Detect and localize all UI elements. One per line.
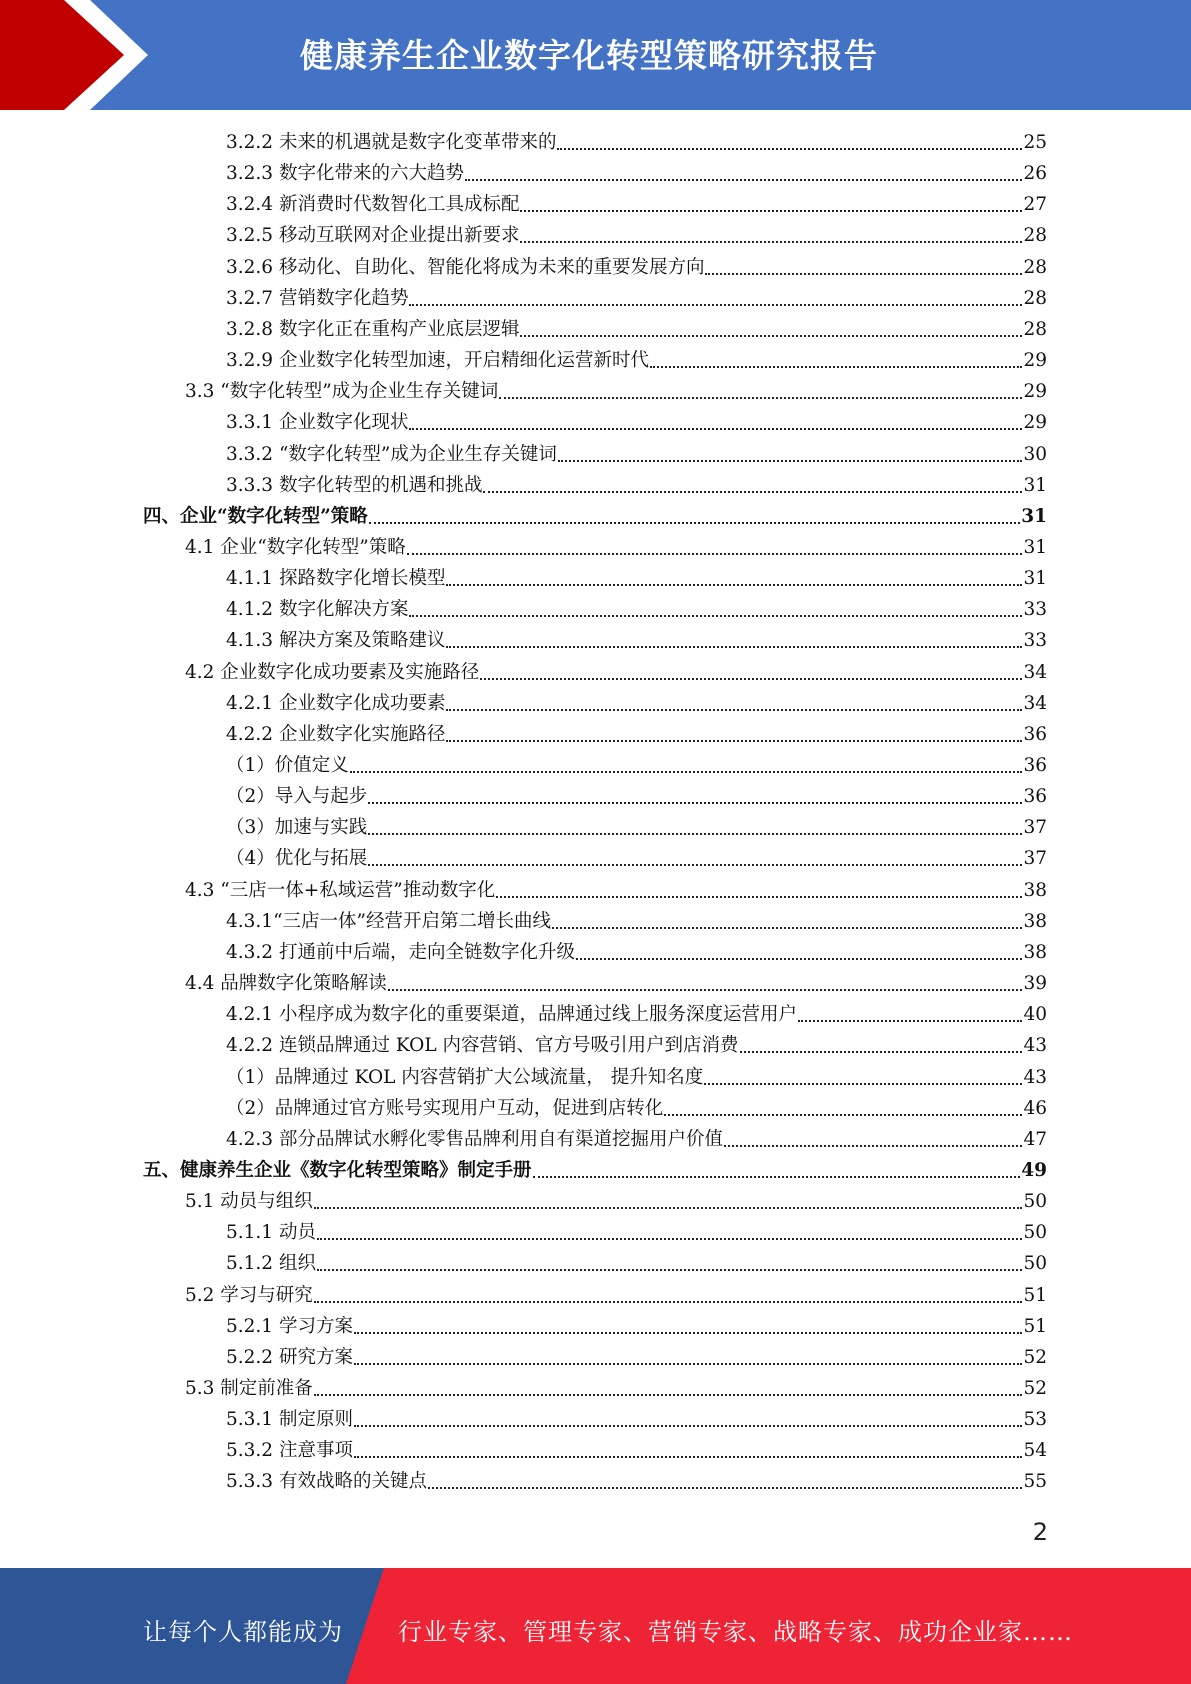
toc-entry[interactable] [143,1155,1047,1186]
toc-entry[interactable] [226,1030,1047,1061]
toc-entry[interactable] [226,189,1047,220]
toc-entry-page: 43 [1023,1035,1047,1057]
toc-dot-leader [446,584,1022,586]
report-title: 健康养生企业数字化转型策略研究报告 [300,36,878,75]
footer-slogan-right: 行业专家、管理专家、营销专家、战略专家、成功企业家…… [398,1618,1073,1646]
toc-entry-page: 33 [1023,630,1047,652]
toc-entry[interactable] [226,781,1047,812]
toc-entry-page: 52 [1023,1378,1047,1399]
toc-dot-leader [520,335,1022,337]
toc-entry[interactable] [185,1373,1047,1404]
toc-entry-title: 3.2.5 移动互联网对企业提出新要求 [226,225,520,247]
toc-entry[interactable] [226,1248,1047,1279]
toc-entry-page: 29 [1023,350,1047,372]
toc-dot-leader [354,1456,1023,1458]
toc-dot-leader [350,771,1023,773]
toc-entry[interactable] [226,999,1047,1030]
toc-entry[interactable] [185,376,1047,407]
toc-dot-leader [704,1083,1022,1085]
toc-dot-leader [388,989,1023,991]
toc-entry-title: 5.1.2 组织 [226,1253,316,1275]
toc-dot-leader [705,273,1022,275]
toc-dot-leader [740,1051,1023,1053]
toc-entry[interactable] [185,1280,1047,1311]
toc-entry[interactable] [226,1124,1047,1155]
toc-entry[interactable] [185,875,1047,906]
toc-entry-title: 4.2.1 企业数字化成功要素 [226,692,446,714]
toc-entry[interactable] [226,625,1047,656]
toc-entry[interactable] [226,1062,1047,1093]
toc-entry-title: 4.1.2 数字化解决方案 [226,599,409,621]
toc-entry-title: 3.2.6 移动化、自助化、智能化将成为未来的重要发展方向 [226,256,705,278]
toc-entry-title: 4.2.1 小程序成为数字化的重要渠道，品牌通过线上服务深度运营用户 [226,1004,797,1026]
toc-entry-title: 3.2.4 新消费时代数智化工具成标配 [226,194,520,216]
toc-dot-leader [317,1269,1023,1271]
toc-dot-leader [557,148,1022,150]
toc-entry[interactable] [226,750,1047,781]
toc-entry[interactable] [226,843,1047,874]
toc-entry-title: 4.1 企业“数字化转型”策略 [185,536,406,558]
toc-entry-page: 51 [1023,1315,1047,1337]
toc-entry[interactable] [226,1311,1047,1342]
toc-entry-title: 3.3 “数字化转型”成为企业生存关键词 [185,381,499,403]
toc-entry-title: （2）品牌通过官方账号实现用户互动，促进到店转化 [226,1097,664,1119]
toc-entry-title: 4.3.1“三店一体”经营开启第二增长曲线 [226,910,551,932]
toc-entry[interactable] [226,1093,1047,1124]
toc-entry-title: （1）品牌通过 KOL 内容营销扩大公域流量， 提升知名度 [226,1066,704,1088]
toc-entry-page: 49 [1021,1159,1047,1181]
toc-entry-title: 4.2.2 企业数字化实施路径 [226,723,446,745]
page-number: 2 [1032,1518,1048,1546]
toc-entry-page: 50 [1023,1253,1047,1275]
toc-dot-leader [407,553,1023,555]
footer-slogan-left: 让每个人都能成为 [143,1618,343,1646]
toc-dot-leader [368,833,1022,835]
toc-entry-page: 34 [1023,661,1047,683]
toc-dot-leader [368,864,1022,866]
toc-entry[interactable] [226,688,1047,719]
toc-entry-title: 3.2.3 数字化带来的六大趋势 [226,163,464,185]
toc-entry-page: 28 [1023,256,1047,278]
toc-dot-leader [552,927,1022,929]
toc-entry[interactable] [226,937,1047,968]
toc-entry-title: 4.1.3 解决方案及策略建议 [226,630,446,652]
toc-entry-title: 4.3 “三店一体+私域运营”推动数字化 [185,879,496,901]
toc-entry-page: 26 [1023,163,1047,185]
toc-entry-page: 31 [1021,505,1047,527]
toc-entry-title: 5.2.1 学习方案 [226,1315,353,1337]
toc-entry-page: 47 [1023,1128,1047,1150]
toc-dot-leader [558,460,1023,462]
toc-entry-title: 3.2.2 未来的机遇就是数字化变革带来的 [226,132,557,153]
toc-entry-title: 4.4 品牌数字化策略解读 [185,973,387,995]
toc-entry[interactable] [226,563,1047,594]
toc-entry-title: 4.3.2 打通前中后端，走向全链数字化升级 [226,941,575,963]
toc-entry-page: 28 [1023,318,1047,340]
toc-entry-title: 3.2.8 数字化正在重构产业底层逻辑 [226,318,520,340]
toc-entry[interactable] [226,812,1047,843]
toc-entry-page: 53 [1023,1409,1047,1431]
toc-dot-leader [354,1332,1023,1334]
toc-entry-page: 29 [1023,412,1047,434]
toc-dot-leader [446,646,1022,648]
toc-dot-leader [314,1301,1023,1303]
toc-dot-leader [446,740,1022,742]
toc-dot-leader [368,802,1022,804]
toc-entry-title: （4）优化与拓展 [226,848,368,870]
toc-entry[interactable] [226,1404,1047,1435]
toc-entry-title: （1）价值定义 [226,755,349,776]
toc-entry[interactable] [226,1435,1047,1466]
toc-entry-title: 四、企业“数字化转型”策略 [143,505,368,527]
toc-dot-leader [314,1207,1023,1209]
toc-dot-leader [664,1114,1022,1116]
toc-entry[interactable] [226,252,1047,283]
toc-dot-leader [369,522,1020,524]
toc-entry-title: 3.3.1 企业数字化现状 [226,412,409,434]
toc-entry-page: 37 [1023,817,1047,839]
toc-dot-leader [520,241,1022,243]
toc-dot-leader [798,1020,1022,1022]
toc-entry[interactable] [226,594,1047,625]
toc-entry-title: 4.2.2 连锁品牌通过 KOL 内容营销、官方号吸引用户到店消费 [226,1035,739,1057]
toc-entry-page: 38 [1023,879,1047,901]
toc-entry[interactable] [226,719,1047,750]
toc-dot-leader [520,210,1022,212]
toc-entry-title: 3.3.2 “数字化转型”成为企业生存关键词 [226,443,557,465]
toc-entry-page: 33 [1023,599,1047,621]
toc-entry-page: 34 [1023,692,1047,714]
toc-entry[interactable] [226,470,1047,501]
toc-entry-page: 31 [1023,474,1047,496]
page-header [0,0,1191,110]
toc-entry-title: （3）加速与实践 [226,817,368,839]
toc-entry[interactable] [185,657,1047,688]
toc-entry-page: 36 [1023,755,1047,776]
toc-entry[interactable] [226,439,1047,470]
toc-dot-leader [465,179,1022,181]
toc-dot-leader [354,1425,1023,1427]
toc-entry-title: 5.1.1 动员 [226,1222,316,1244]
toc-dot-leader [428,1487,1022,1489]
toc-entry-page: 31 [1023,536,1047,558]
toc-entry-page: 28 [1023,287,1047,309]
toc-entry-page: 50 [1023,1222,1047,1244]
toc-entry-title: 3.2.9 企业数字化转型加速，开启精细化运营新时代 [226,350,649,372]
toc-entry-title: 5.2.2 研究方案 [226,1346,353,1368]
toc-entry-page: 36 [1023,786,1047,808]
toc-entry-page: 46 [1023,1097,1047,1119]
toc-entry-title: 5.3 制定前准备 [185,1378,313,1399]
toc-dot-leader [576,958,1022,960]
toc-dot-leader [650,366,1022,368]
toc-entry-page: 28 [1023,225,1047,247]
toc-dot-leader [354,1363,1023,1365]
toc-entry[interactable] [226,407,1047,438]
toc-entry-page: 31 [1023,568,1047,590]
page-footer [0,1568,1191,1684]
toc-entry[interactable] [226,1217,1047,1248]
toc-entry-title: 4.2.3 部分品牌试水孵化零售品牌利用自有渠道挖掘用户价值 [226,1128,723,1150]
toc-dot-leader [409,615,1022,617]
toc-entry[interactable] [185,968,1047,999]
toc-dot-leader [317,1238,1023,1240]
toc-entry[interactable] [226,127,1047,158]
toc-entry-page: 38 [1023,910,1047,932]
toc-entry-page: 37 [1023,848,1047,870]
toc-entry[interactable] [226,906,1047,937]
toc-entry-page: 30 [1023,443,1047,465]
toc-entry-page: 39 [1023,973,1047,995]
toc-entry-title: 5.1 动员与组织 [185,1191,313,1213]
toc-entry[interactable] [226,283,1047,314]
toc-entry-page: 54 [1023,1440,1047,1462]
toc-entry-title: 3.2.7 营销数字化趋势 [226,287,409,309]
toc-entry[interactable] [226,1466,1047,1497]
toc-entry-page: 50 [1023,1191,1047,1213]
toc-entry-page: 40 [1023,1004,1047,1026]
toc-entry-page: 51 [1023,1284,1047,1306]
toc-entry-title: 5.3.1 制定原则 [226,1409,353,1431]
toc-dot-leader [409,304,1022,306]
toc-entry[interactable] [226,345,1047,376]
toc-entry-page: 38 [1023,941,1047,963]
toc-entry-page: 55 [1023,1471,1047,1493]
toc-entry-page: 25 [1023,132,1047,153]
toc-entry[interactable] [185,1186,1047,1217]
toc-dot-leader [446,709,1022,711]
toc-dot-leader [499,397,1022,399]
toc-entry-page: 27 [1023,194,1047,216]
toc-entry[interactable] [226,158,1047,189]
toc-entry-page: 29 [1023,381,1047,403]
toc-dot-leader [496,896,1022,898]
toc-dot-leader [314,1394,1023,1396]
toc-entry-title: 5.2 学习与研究 [185,1284,313,1306]
toc-entry-title: 五、健康养生企业《数字化转型策略》制定手册 [143,1159,532,1181]
toc-entry[interactable] [185,532,1047,563]
toc-entry[interactable] [143,501,1047,532]
chevron-arrow-icon [0,0,160,110]
toc-entry-page: 36 [1023,723,1047,745]
toc-entry-page: 52 [1023,1346,1047,1368]
toc-dot-leader [533,1176,1021,1178]
toc-entry-title: 4.1.1 探路数字化增长模型 [226,568,446,590]
toc-entry-title: 3.3.3 数字化转型的机遇和挑战 [226,474,483,496]
toc-dot-leader [480,678,1022,680]
toc-dot-leader [724,1145,1022,1147]
toc-entry-title: 5.3.2 注意事项 [226,1440,353,1462]
toc-entry-title: （2）导入与起步 [226,786,368,808]
toc-dot-leader [409,428,1022,430]
toc-entry-title: 4.2 企业数字化成功要素及实施路径 [185,661,480,683]
toc-entry[interactable] [226,220,1047,251]
toc-entry-title: 5.3.3 有效战略的关键点 [226,1471,427,1493]
toc-dot-leader [483,491,1022,493]
toc-entry-page: 43 [1023,1066,1047,1088]
toc-entry[interactable] [226,314,1047,345]
toc-entry[interactable] [226,1342,1047,1373]
